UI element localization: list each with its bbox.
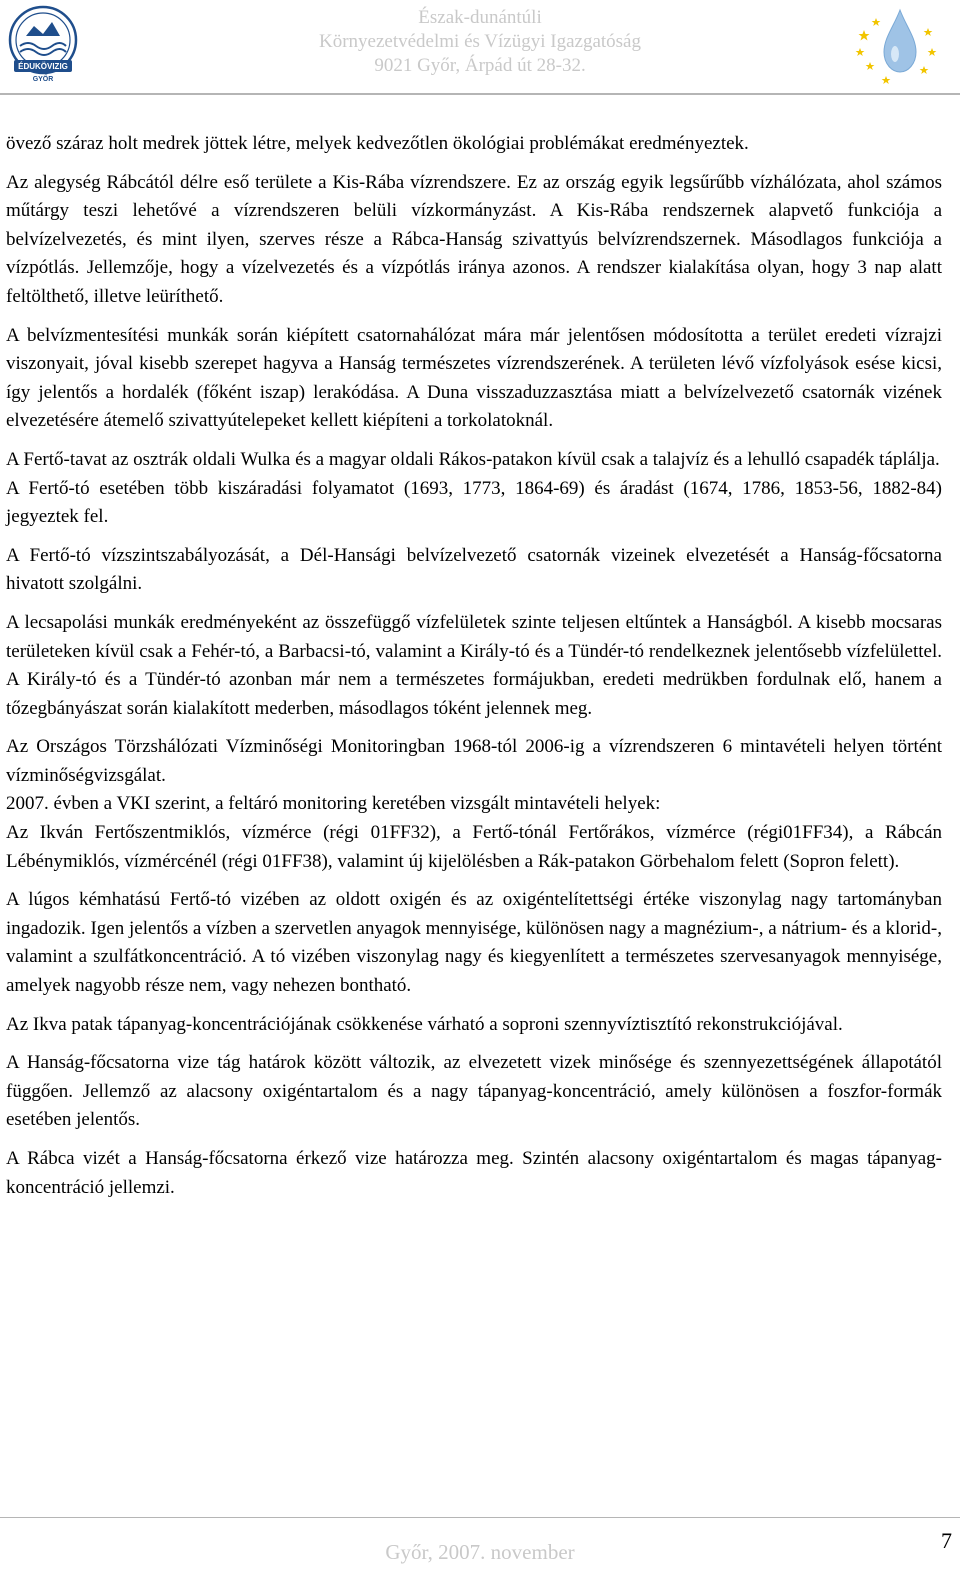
water-drop-stars-icon: [850, 4, 938, 84]
paragraph: Az Országos Törzshálózati Vízminőségi Monitoringban 1968-tól 2006-ig a vízrendszeren 6 mintavételi helyen történt vízminőségvizsgálat.: [6, 736, 942, 786]
paragraph: A Fertő-tó esetében több kiszáradási folyamatot (1693, 1773, 1864-69) és áradást (1674, 1786, 1853-56, 1882-84) jegyeztek fel.: [6, 477, 942, 528]
org-name-line2: Környezetvédelmi és Vízügyi Igazgatóság: [318, 31, 641, 52]
page-number: 7: [941, 1528, 952, 1553]
logo-left-subtext: GYŐR: [32, 76, 54, 83]
edukovizig-logo: [6, 4, 80, 84]
paragraph: A lecsapolási munkák eredményeként az összefüggő vízfelületek szinte teljesen eltűntek a Hanságból. A kisebb mocsaras területeken kívül csak a Fehér-tó, a Barbacsi-tó, valamint a Király-tó és a Tündér-tó rendelkeznek jelentősebb vízfelülettel. A Király-tó és a Tündér-tó azonban már nem a természetes formájukban, eredeti medrükben fordulnak elő, hanem a tőzegbányászat során kialakított mederben, másodlagos tóként jelennek meg.: [6, 611, 942, 719]
page-header: [0, 0, 960, 96]
paragraph: A belvízmentesítési munkák során kiépített csatornahálózat mára már jelentősen módosította a terület eredeti vízrajzi viszonyait, jóval kisebb szerepet hagyva a Hanság természetes vízrendszerének. A területen lévő vízfolyások esése kicsi, így jelentős a hordalék (főként iszap) lerakódása. A Duna visszaduzzasztása miatt a belvízelvezető csatornák vizének elvezetésére átemelő szivattyútelepeket kellett kiépíteni a torkolatoknál.: [6, 324, 942, 432]
organization-block: [200, 6, 760, 78]
paragraph: A Fertő-tó vízszintszabályozását, a Dél-Hansági belvízelvezető csatornák vizeinek elvezetését a Hanság-főcsatorna hivatott szolgálni.: [6, 544, 942, 595]
eu-water-drop-logo: [850, 4, 938, 84]
logo-left-text: ÉDUKÖVIZIG: [18, 62, 68, 71]
paragraph: A Rábca vizét a Hanság-főcsatorna érkező vize határozza meg. Szintén alacsony oxigéntartalom és magas tápanyag-koncentráció jellemzi.: [6, 1148, 942, 1198]
paragraph: Az Ikva patak tápanyag-koncentrációjának csökkenése várható a soproni szennyvíztisztító rekonstrukciójával.: [6, 1013, 843, 1035]
footer-date: Győr, 2007. november: [385, 1540, 575, 1564]
footer-divider: [0, 1517, 960, 1518]
edukovizig-logo-icon: [6, 4, 80, 84]
paragraph: A Fertő-tavat az osztrák oldali Wulka és a magyar oldali Rákos-patakon kívül csak a talajvíz és a lehulló csapadék táplálja.: [6, 448, 940, 470]
header-divider: [0, 93, 960, 95]
document-body: [6, 130, 942, 1212]
org-address: 9021 Győr, Árpád út 28-32.: [374, 55, 586, 76]
paragraph: A Hanság-főcsatorna vize tág határok között változik, az elvezetett vizek minősége és szennyezettségének állapotától függően. Jellemző az alacsony oxigéntartalom és a nagy tápanyag-koncentráció, amely különösen a foszfor-formák esetében jelentős.: [6, 1052, 942, 1131]
org-name-line1: Észak-dunántúli: [418, 7, 542, 28]
paragraph: Az alegység Rábcától délre eső területe a Kis-Rába vízrendszere. Ez az ország egyik legsűrűbb vízhálózata, ahol számos műtárgy teszi lehetővé a vízrendszeren belüli vízkormányzást. A Kis-Rába rendszernek alapvető funkciója a belvízelvezetés, és mint ilyen, szerves része a Rábca-Hanság szivattyús belvízrendszernek. Másodlagos funkciója a vízpótlás. Jellemzője, hogy a vízelvezetés és a vízpótlás iránya azonos. A rendszer kialakítása olyan, hogy 3 nap alatt feltölthető, illetve leüríthető.: [6, 171, 942, 307]
paragraph: övező száraz holt medrek jöttek létre, melyek kedvezőtlen ökológiai problémákat eredményeztek.: [6, 133, 749, 154]
paragraph: A lúgos kémhatású Fertő-tó vizében az oldott oxigén és az oxigéntelítettségi értéke viszonylag nagy tartományban ingadozik. Igen jelentős a vízben a szervetlen anyagok mennyisége, különösen nagy a magnézium-, a nátrium- és a klorid-, valamint a szulfátkoncentráció. A tó vizében viszonylag nagy és kiegyenlített a természetes szervesanyagok mennyisége, amelyek nagyobb része nem, vagy nehezen bontható.: [6, 889, 942, 997]
paragraph: 2007. évben a VKI szerint, a feltáró monitoring keretében vizsgált mintavételi helyek:: [6, 793, 661, 815]
paragraph: Az Ikván Fertőszentmiklós, vízmérce (régi 01FF32), a Fertő-tónál Fertőrákos, vízmérce (régi01FF34), a Rábcán Lébénymiklós, vízmércénél (régi 01FF38), valamint új kijelölésben a Rák-patakon Görbehalom felett (Sopron felett).: [6, 822, 942, 872]
